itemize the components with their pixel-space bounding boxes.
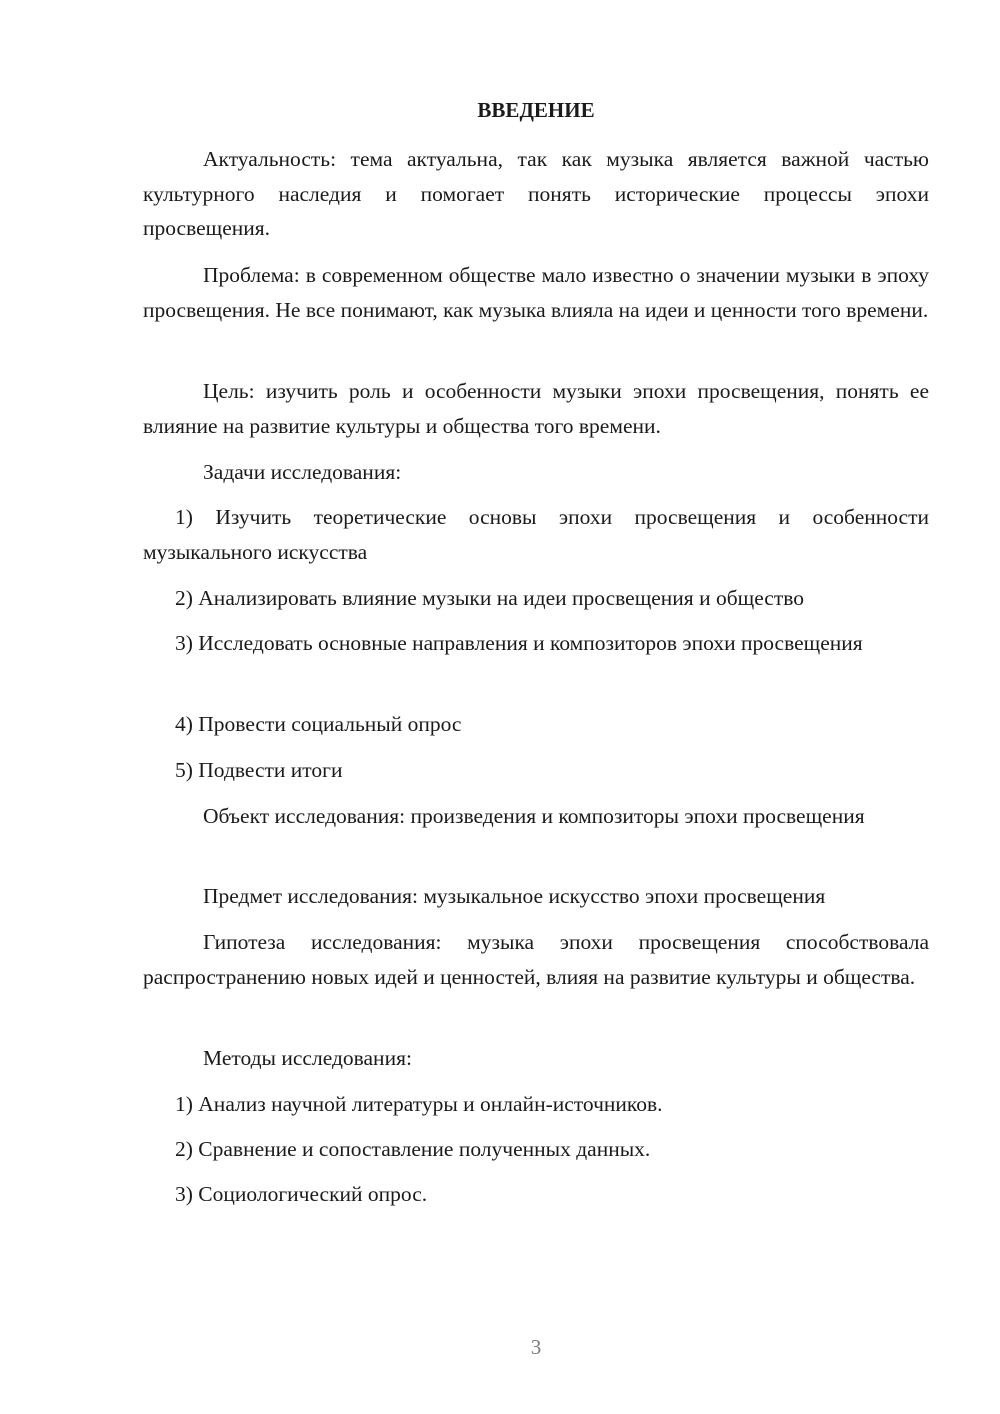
problem-paragraph: Проблема: в современном обществе мало известно о значении музыки в эпоху просвещения. Не все понимают, как музыка влияла на идеи и ценности того времени. xyxy=(143,263,929,322)
document-page xyxy=(143,0,929,1414)
method-item-1: 1) Анализ научной литературы и онлайн-источников. xyxy=(175,1092,663,1116)
tasks-heading: Задачи исследования: xyxy=(203,460,402,484)
subject-paragraph: Предмет исследования: музыкальное искусство эпохи просвещения xyxy=(203,884,826,908)
task-item-5: 5) Подвести итоги xyxy=(175,758,343,782)
method-item-2: 2) Сравнение и сопоставление полученных данных. xyxy=(175,1137,651,1161)
method-item-3: 3) Социологический опрос. xyxy=(175,1182,428,1206)
page-number: 3 xyxy=(530,1335,542,1359)
section-heading: ВВЕДЕНИЕ xyxy=(477,98,595,122)
relevance-paragraph: Актуальность: тема актуальна, так как музыка является важной частью культурного наследия и помогает понять исторические процессы эпохи просвещения. xyxy=(143,147,929,240)
task-item-3: 3) Исследовать основные направления и композиторов эпохи просвещения xyxy=(175,631,863,655)
methods-heading: Методы исследования: xyxy=(203,1046,412,1070)
hypothesis-paragraph: Гипотеза исследования: музыка эпохи просвещения способствовала распространению новых идей и ценностей, влияя на развитие культуры и общества. xyxy=(143,930,929,989)
task-item-4: 4) Провести социальный опрос xyxy=(175,712,462,736)
object-paragraph: Объект исследования: произведения и композиторы эпохи просвещения xyxy=(203,804,865,828)
task-item-2: 2) Анализировать влияние музыки на идеи просвещения и общество xyxy=(175,586,804,610)
goal-paragraph: Цель: изучить роль и особенности музыки эпохи просвещения, понять ее влияние на развитие культуры и общества того времени. xyxy=(143,379,929,438)
task-item-1: 1) Изучить теоретические основы эпохи просвещения и особенности музыкального искусства xyxy=(143,505,929,564)
